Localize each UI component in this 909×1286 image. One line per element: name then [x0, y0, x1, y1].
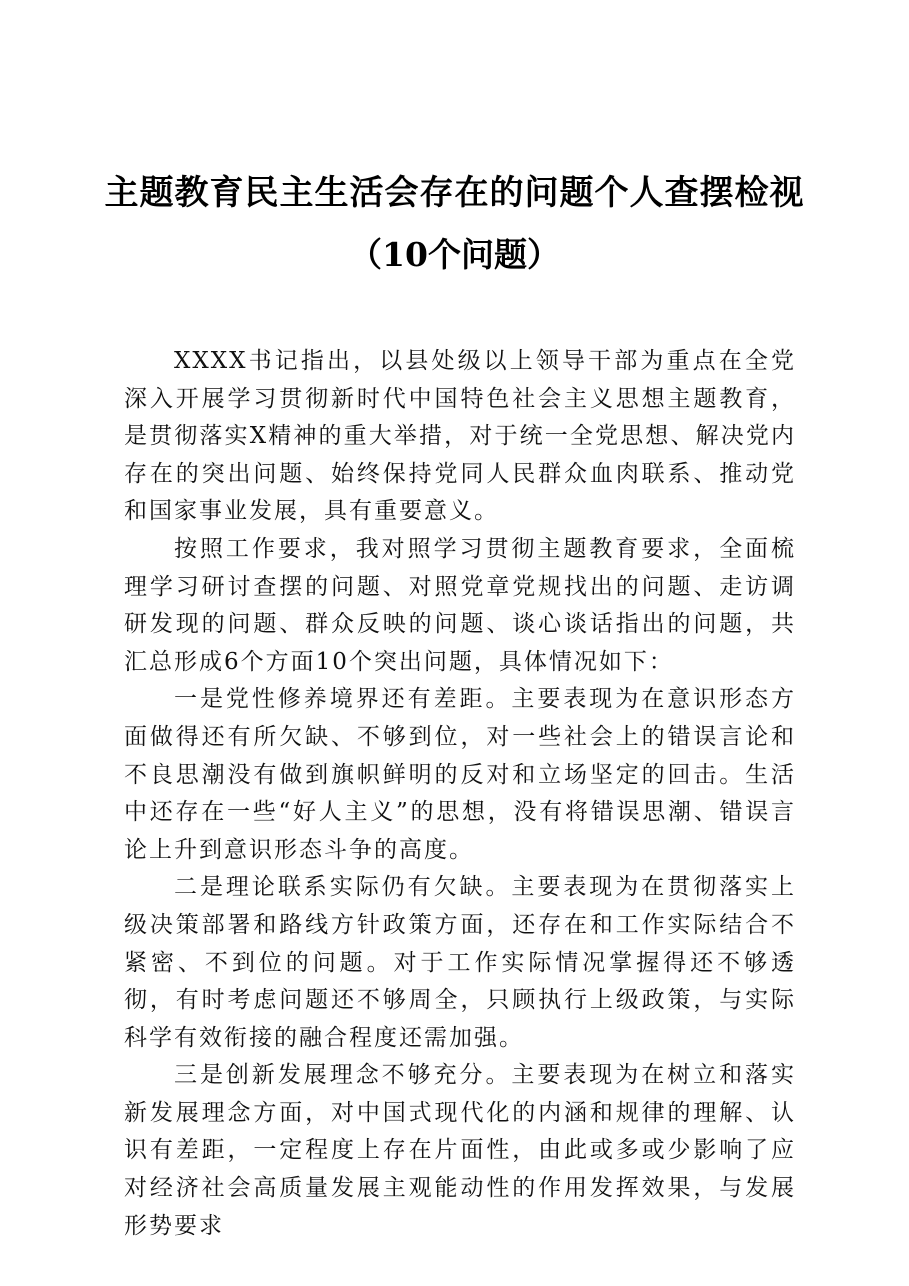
- document-subtitle: （10个问题）: [349, 235, 560, 274]
- paragraph-issue-1: 一是党性修养境界还有差距。主要表现为在意识形态方面做得还有所欠缺、不够到位，对一些社会上的错误言论和不良思潮没有做到旗帜鲜明的反对和立场坚定的回击。生活中还存在一些“好人主义”的思想，没有将错误思潮、错误言论上升到意识形态斗争的高度。: [124, 686, 796, 863]
- paragraph-intro: XXXX书记指出，以县处级以上领导干部为重点在全党深入开展学习贯彻新时代中国特色社会主义思想主题教育，是贯彻落实X精神的重大举措，对于统一全党思想、解决党内存在的突出问题、始终保持党同人民群众血肉联系、推动党和国家事业发展，具有重要意义。: [124, 348, 796, 525]
- document-body: [124, 343, 796, 1245]
- paragraph-issue-3: 三是创新发展理念不够充分。主要表现为在树立和落实新发展理念方面，对中国式现代化的内涵和规律的理解、认识有差距，一定程度上存在片面性，由此或多或少影响了应对经济社会高质量发展主观能动性的作用发挥效果，与发展形势要求: [124, 1062, 796, 1239]
- paragraph-summary: 按照工作要求，我对照学习贯彻主题教育要求，全面梳理学习研讨查摆的问题、对照党章党规找出的问题、走访调研发现的问题、群众反映的问题、谈心谈话指出的问题，共汇总形成6个方面10个突出问题，具体情况如下：: [124, 535, 796, 675]
- document-title: 主题教育民主生活会存在的问题个人查摆检视: [104, 173, 805, 213]
- paragraph-issue-2: 二是理论联系实际仍有欠缺。主要表现为在贯彻落实上级决策部署和路线方针政策方面，还存在和工作实际结合不紧密、不到位的问题。对于工作实际情况掌握得还不够透彻，有时考虑问题还不够周全，只顾执行上级政策，与实际科学有效衔接的融合程度还需加强。: [124, 874, 796, 1051]
